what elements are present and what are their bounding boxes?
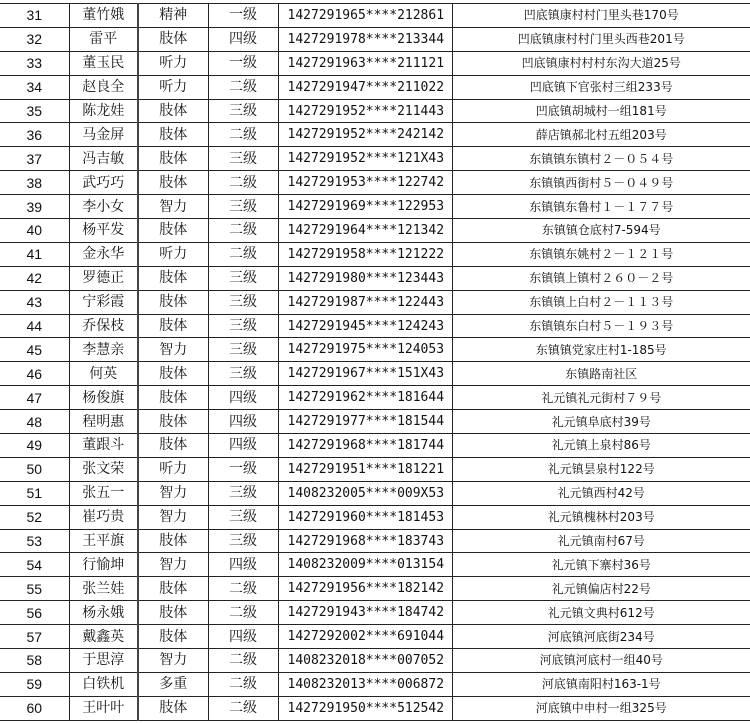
row-number-cell: 59 bbox=[0, 672, 69, 696]
disability-type-cell: 智力 bbox=[138, 649, 208, 673]
id-number-cell: 1408232009****013154 bbox=[278, 553, 452, 577]
name-cell: 王平旗 bbox=[69, 529, 138, 553]
disability-register-sheet bbox=[0, 3, 750, 721]
disability-type-cell: 肢体 bbox=[138, 266, 208, 290]
table-row bbox=[0, 314, 750, 338]
table-row bbox=[0, 27, 750, 51]
disability-level-cell: 二级 bbox=[208, 601, 278, 625]
id-number-cell: 1427291963****211121 bbox=[278, 51, 452, 75]
id-number-cell: 1427291975****124053 bbox=[278, 338, 452, 362]
disability-level-cell: 四级 bbox=[208, 27, 278, 51]
disability-level-cell: 二级 bbox=[208, 75, 278, 99]
table-row bbox=[0, 147, 750, 171]
row-number-cell: 40 bbox=[0, 219, 69, 243]
disability-type-cell: 肢体 bbox=[138, 290, 208, 314]
disability-type-cell: 听力 bbox=[138, 457, 208, 481]
id-number-cell: 1427291980****123443 bbox=[278, 266, 452, 290]
disability-type-cell: 肢体 bbox=[138, 601, 208, 625]
id-number-cell: 1427291945****124243 bbox=[278, 314, 452, 338]
table-row bbox=[0, 171, 750, 195]
disability-level-cell: 二级 bbox=[208, 696, 278, 720]
table-row bbox=[0, 195, 750, 219]
disability-type-cell: 智力 bbox=[138, 195, 208, 219]
address-cell: 凹底镇胡城村一组181号 bbox=[452, 99, 750, 123]
address-cell: 东镇镇东白村５－１９３号 bbox=[452, 314, 750, 338]
table-row bbox=[0, 290, 750, 314]
disability-type-cell: 肢体 bbox=[138, 147, 208, 171]
disability-type-cell: 肢体 bbox=[138, 410, 208, 434]
row-number-cell: 36 bbox=[0, 123, 69, 147]
name-cell: 罗德正 bbox=[69, 266, 138, 290]
row-number-cell: 43 bbox=[0, 290, 69, 314]
id-number-cell: 1427291965****212861 bbox=[278, 4, 452, 28]
name-cell: 李慧亲 bbox=[69, 338, 138, 362]
id-number-cell: 1427292002****691044 bbox=[278, 625, 452, 649]
address-cell: 东镇镇仓底村7-594号 bbox=[452, 219, 750, 243]
id-number-cell: 1427291960****181453 bbox=[278, 505, 452, 529]
disability-type-cell: 肢体 bbox=[138, 219, 208, 243]
row-number-cell: 39 bbox=[0, 195, 69, 219]
name-cell: 张五一 bbox=[69, 481, 138, 505]
address-cell: 东镇镇东姚村２－１２１号 bbox=[452, 242, 750, 266]
address-cell: 凹底镇康村村村东沟大道25号 bbox=[452, 51, 750, 75]
name-cell: 崔巧贵 bbox=[69, 505, 138, 529]
row-number-cell: 42 bbox=[0, 266, 69, 290]
id-number-cell: 1427291968****183743 bbox=[278, 529, 452, 553]
name-cell: 武巧巧 bbox=[69, 171, 138, 195]
name-cell: 程明惠 bbox=[69, 410, 138, 434]
name-cell: 何英 bbox=[69, 362, 138, 386]
address-cell: 东镇路南社区 bbox=[452, 362, 750, 386]
name-cell: 马金屏 bbox=[69, 123, 138, 147]
row-number-cell: 37 bbox=[0, 147, 69, 171]
name-cell: 杨平发 bbox=[69, 219, 138, 243]
disability-level-cell: 三级 bbox=[208, 290, 278, 314]
id-number-cell: 1427291950****512542 bbox=[278, 696, 452, 720]
register-table bbox=[0, 3, 750, 721]
address-cell: 东镇镇西街村５－０４９号 bbox=[452, 171, 750, 195]
table-row bbox=[0, 75, 750, 99]
disability-type-cell: 多重 bbox=[138, 672, 208, 696]
disability-level-cell: 四级 bbox=[208, 625, 278, 649]
disability-type-cell: 肢体 bbox=[138, 625, 208, 649]
disability-level-cell: 三级 bbox=[208, 529, 278, 553]
name-cell: 杨永娥 bbox=[69, 601, 138, 625]
id-number-cell: 1427291953****122742 bbox=[278, 171, 452, 195]
disability-level-cell: 三级 bbox=[208, 99, 278, 123]
row-number-cell: 45 bbox=[0, 338, 69, 362]
disability-level-cell: 四级 bbox=[208, 434, 278, 458]
disability-level-cell: 四级 bbox=[208, 386, 278, 410]
address-cell: 东镇镇党家庄村1-185号 bbox=[452, 338, 750, 362]
row-number-cell: 60 bbox=[0, 696, 69, 720]
table-row bbox=[0, 696, 750, 720]
address-cell: 东镇镇上镇村２６０－２号 bbox=[452, 266, 750, 290]
id-number-cell: 1427291952****242142 bbox=[278, 123, 452, 147]
disability-type-cell: 肢体 bbox=[138, 434, 208, 458]
disability-type-cell: 肢体 bbox=[138, 99, 208, 123]
id-number-cell: 1427291967****151X43 bbox=[278, 362, 452, 386]
table-row bbox=[0, 672, 750, 696]
id-number-cell: 1427291968****181744 bbox=[278, 434, 452, 458]
disability-type-cell: 智力 bbox=[138, 553, 208, 577]
table-row bbox=[0, 577, 750, 601]
disability-level-cell: 二级 bbox=[208, 171, 278, 195]
address-cell: 东镇镇上白村２－１１３号 bbox=[452, 290, 750, 314]
name-cell: 于思淳 bbox=[69, 649, 138, 673]
disability-level-cell: 一级 bbox=[208, 457, 278, 481]
disability-level-cell: 三级 bbox=[208, 147, 278, 171]
name-cell: 董玉民 bbox=[69, 51, 138, 75]
disability-level-cell: 三级 bbox=[208, 481, 278, 505]
table-row bbox=[0, 242, 750, 266]
disability-level-cell: 一级 bbox=[208, 51, 278, 75]
address-cell: 河底镇南阳村163-1号 bbox=[452, 672, 750, 696]
disability-type-cell: 智力 bbox=[138, 338, 208, 362]
address-cell: 东镇镇东镇村２－０５４号 bbox=[452, 147, 750, 171]
address-cell: 礼元镇槐林村203号 bbox=[452, 505, 750, 529]
disability-level-cell: 三级 bbox=[208, 362, 278, 386]
name-cell: 乔保枝 bbox=[69, 314, 138, 338]
table-row bbox=[0, 410, 750, 434]
table-row bbox=[0, 553, 750, 577]
table-row bbox=[0, 481, 750, 505]
table-row bbox=[0, 266, 750, 290]
row-number-cell: 58 bbox=[0, 649, 69, 673]
id-number-cell: 1408232005****009X53 bbox=[278, 481, 452, 505]
name-cell: 赵良全 bbox=[69, 75, 138, 99]
row-number-cell: 50 bbox=[0, 457, 69, 481]
name-cell: 张兰娃 bbox=[69, 577, 138, 601]
name-cell: 金永华 bbox=[69, 242, 138, 266]
disability-type-cell: 肢体 bbox=[138, 696, 208, 720]
id-number-cell: 1427291943****184742 bbox=[278, 601, 452, 625]
disability-type-cell: 智力 bbox=[138, 505, 208, 529]
name-cell: 王叶叶 bbox=[69, 696, 138, 720]
row-number-cell: 35 bbox=[0, 99, 69, 123]
id-number-cell: 1427291987****122443 bbox=[278, 290, 452, 314]
disability-level-cell: 二级 bbox=[208, 123, 278, 147]
table-row bbox=[0, 362, 750, 386]
address-cell: 礼元镇昙泉村122号 bbox=[452, 457, 750, 481]
id-number-cell: 1427291962****181644 bbox=[278, 386, 452, 410]
table-row bbox=[0, 51, 750, 75]
name-cell: 宁彩霞 bbox=[69, 290, 138, 314]
table-row bbox=[0, 457, 750, 481]
address-cell: 凹底镇康村村门里头西巷201号 bbox=[452, 27, 750, 51]
address-cell: 礼元镇南村67号 bbox=[452, 529, 750, 553]
id-number-cell: 1427291951****181221 bbox=[278, 457, 452, 481]
name-cell: 董竹娥 bbox=[69, 4, 138, 28]
disability-level-cell: 三级 bbox=[208, 338, 278, 362]
table-row bbox=[0, 625, 750, 649]
disability-level-cell: 三级 bbox=[208, 505, 278, 529]
address-cell: 河底镇中申村一组325号 bbox=[452, 696, 750, 720]
name-cell: 李小女 bbox=[69, 195, 138, 219]
disability-level-cell: 二级 bbox=[208, 649, 278, 673]
address-cell: 礼元镇西村42号 bbox=[452, 481, 750, 505]
id-number-cell: 1427291977****181544 bbox=[278, 410, 452, 434]
name-cell: 白铁机 bbox=[69, 672, 138, 696]
disability-level-cell: 二级 bbox=[208, 242, 278, 266]
id-number-cell: 1427291952****121X43 bbox=[278, 147, 452, 171]
address-cell: 礼元镇下寨村36号 bbox=[452, 553, 750, 577]
address-cell: 薛店镇郝北村五组203号 bbox=[452, 123, 750, 147]
disability-level-cell: 三级 bbox=[208, 314, 278, 338]
row-number-cell: 31 bbox=[0, 4, 69, 28]
name-cell: 董跟斗 bbox=[69, 434, 138, 458]
disability-type-cell: 听力 bbox=[138, 75, 208, 99]
table-row bbox=[0, 338, 750, 362]
disability-level-cell: 四级 bbox=[208, 410, 278, 434]
disability-type-cell: 肢体 bbox=[138, 314, 208, 338]
row-number-cell: 48 bbox=[0, 410, 69, 434]
disability-level-cell: 二级 bbox=[208, 577, 278, 601]
address-cell: 礼元镇礼元街村７９号 bbox=[452, 386, 750, 410]
disability-type-cell: 肢体 bbox=[138, 123, 208, 147]
name-cell: 冯吉敏 bbox=[69, 147, 138, 171]
disability-level-cell: 一级 bbox=[208, 4, 278, 28]
id-number-cell: 1408232018****007052 bbox=[278, 649, 452, 673]
disability-level-cell: 四级 bbox=[208, 553, 278, 577]
disability-type-cell: 肢体 bbox=[138, 362, 208, 386]
row-number-cell: 34 bbox=[0, 75, 69, 99]
id-number-cell: 1427291952****211443 bbox=[278, 99, 452, 123]
address-cell: 东镇镇东鲁村１－１７７号 bbox=[452, 195, 750, 219]
name-cell: 杨俊旗 bbox=[69, 386, 138, 410]
disability-level-cell: 二级 bbox=[208, 672, 278, 696]
row-number-cell: 47 bbox=[0, 386, 69, 410]
row-number-cell: 53 bbox=[0, 529, 69, 553]
id-number-cell: 1427291978****213344 bbox=[278, 27, 452, 51]
id-number-cell: 1427291964****121342 bbox=[278, 219, 452, 243]
row-number-cell: 57 bbox=[0, 625, 69, 649]
address-cell: 礼元镇文典村612号 bbox=[452, 601, 750, 625]
address-cell: 河底镇河底村一组40号 bbox=[452, 649, 750, 673]
address-cell: 凹底镇康村村门里头巷170号 bbox=[452, 4, 750, 28]
table-row bbox=[0, 4, 750, 28]
table-row bbox=[0, 99, 750, 123]
row-number-cell: 51 bbox=[0, 481, 69, 505]
disability-type-cell: 肢体 bbox=[138, 171, 208, 195]
id-number-cell: 1427291956****182142 bbox=[278, 577, 452, 601]
disability-type-cell: 肢体 bbox=[138, 577, 208, 601]
disability-type-cell: 智力 bbox=[138, 481, 208, 505]
row-number-cell: 49 bbox=[0, 434, 69, 458]
disability-level-cell: 三级 bbox=[208, 195, 278, 219]
name-cell: 陈龙娃 bbox=[69, 99, 138, 123]
name-cell: 行愉坤 bbox=[69, 553, 138, 577]
disability-level-cell: 三级 bbox=[208, 266, 278, 290]
table-row bbox=[0, 649, 750, 673]
row-number-cell: 41 bbox=[0, 242, 69, 266]
row-number-cell: 46 bbox=[0, 362, 69, 386]
id-number-cell: 1427291958****121222 bbox=[278, 242, 452, 266]
table-row bbox=[0, 505, 750, 529]
name-cell: 雷平 bbox=[69, 27, 138, 51]
address-cell: 河底镇河底街234号 bbox=[452, 625, 750, 649]
disability-level-cell: 二级 bbox=[208, 219, 278, 243]
disability-type-cell: 听力 bbox=[138, 242, 208, 266]
table-body bbox=[0, 4, 750, 721]
disability-type-cell: 听力 bbox=[138, 51, 208, 75]
table-row bbox=[0, 529, 750, 553]
row-number-cell: 56 bbox=[0, 601, 69, 625]
id-number-cell: 1427291969****122953 bbox=[278, 195, 452, 219]
table-row bbox=[0, 123, 750, 147]
row-number-cell: 54 bbox=[0, 553, 69, 577]
table-row bbox=[0, 601, 750, 625]
address-cell: 礼元镇阜底村39号 bbox=[452, 410, 750, 434]
table-row bbox=[0, 219, 750, 243]
disability-type-cell: 肢体 bbox=[138, 529, 208, 553]
disability-type-cell: 肢体 bbox=[138, 386, 208, 410]
row-number-cell: 44 bbox=[0, 314, 69, 338]
row-number-cell: 33 bbox=[0, 51, 69, 75]
disability-type-cell: 精神 bbox=[138, 4, 208, 28]
address-cell: 礼元镇偏店村22号 bbox=[452, 577, 750, 601]
name-cell: 张文荣 bbox=[69, 457, 138, 481]
row-number-cell: 38 bbox=[0, 171, 69, 195]
name-cell: 戴鑫英 bbox=[69, 625, 138, 649]
id-number-cell: 1427291947****211022 bbox=[278, 75, 452, 99]
address-cell: 凹底镇下官张村三组233号 bbox=[452, 75, 750, 99]
address-cell: 礼元镇上泉村86号 bbox=[452, 434, 750, 458]
table-row bbox=[0, 434, 750, 458]
id-number-cell: 1408232013****006872 bbox=[278, 672, 452, 696]
row-number-cell: 52 bbox=[0, 505, 69, 529]
row-number-cell: 32 bbox=[0, 27, 69, 51]
row-number-cell: 55 bbox=[0, 577, 69, 601]
table-row bbox=[0, 386, 750, 410]
disability-type-cell: 肢体 bbox=[138, 27, 208, 51]
